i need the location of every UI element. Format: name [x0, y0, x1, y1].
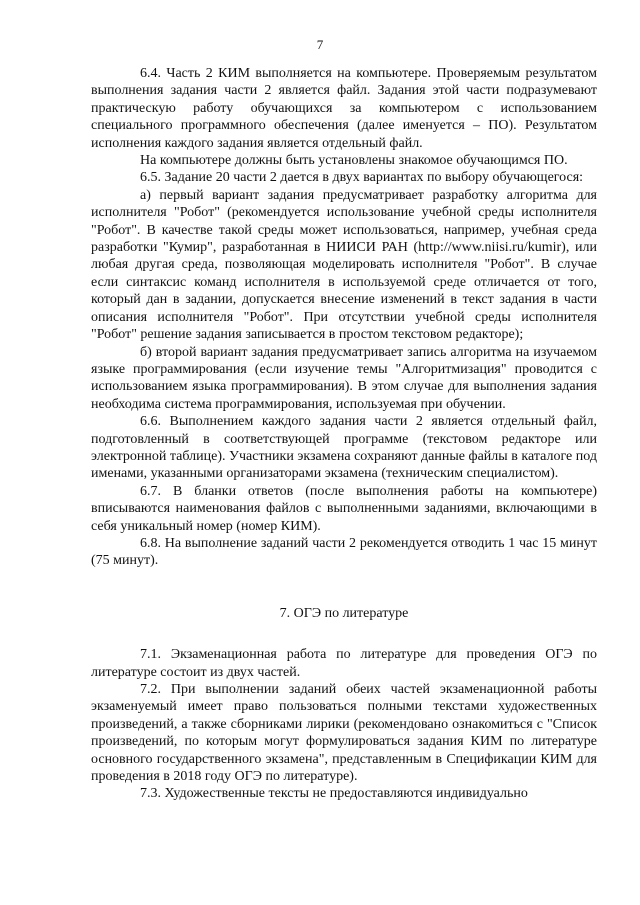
page-number: 7 — [316, 37, 324, 52]
paragraph: 7.1. Экзаменационная работа по литературе для проведения ОГЭ по литературе состоит из двух частей. — [91, 647, 597, 680]
paragraph: 6.8. На выполнение заданий части 2 рекомендуется отводить 1 час 15 минут (75 минут). — [91, 535, 597, 569]
paragraph: 6.6. Выполнением каждого задания части 2 является отдельный файл, подготовленный в соответствующей программе (текстовом редакторе или электронной таблице). Участники экзамена сохраняют данные файлы в каталоге под именами, указанными организаторами экзамена (техническим специалистом). — [91, 414, 597, 482]
paragraph: б) второй вариант задания предусматривает запись алгоритма на изучаемом языке программирования (если изучение темы "Алгоритмизация" проводится с использованием языка программирования). В этом случае для выполнения задания необходима система программирования, используемая при обучении. — [91, 344, 597, 412]
document-body — [91, 65, 597, 803]
paragraph: 6.4. Часть 2 КИМ выполняется на компьютере. Проверяемым результатом выполнения задания части 2 является файл. Задания этой части подразумевают практическую работу обучающихся за компьютером с использованием специального программного обеспечения (далее именуется – ПО). Результатом исполнения каждого задания является отдельный файл. — [91, 66, 597, 151]
section-heading: 7. ОГЭ по литературе — [279, 605, 409, 621]
paragraph: 7.3. Художественные тексты не предоставляются индивидуально — [140, 786, 528, 802]
paragraph: 6.5. Задание 20 части 2 дается в двух вариантах по выбору обучающегося: — [140, 170, 584, 186]
paragraph: На компьютере должны быть установлены знакомое обучающимся ПО. — [140, 153, 568, 169]
paragraph: а) первый вариант задания предусматривает разработку алгоритма для исполнителя "Робот" (рекомендуется использование учебной среды исполнителя "Робот". В качестве такой среды может использоваться, например, учебная среда разработки "Кумир", разработанная в НИИСИ РАН (http://www.niisi.ru/kumir), или любая другая среда, позволяющая моделировать исполнителя "Робот". В случае если синтаксис команд исполнителя в используемой среде отличается от того, который дан в задании, допускается внесение изменений в текст задания в части описания исполнителя "Робот". При отсутствии учебной среды исполнителя "Робот" решение задания записывается в простом текстовом редакторе); — [91, 187, 597, 343]
paragraph: 6.7. В бланки ответов (после выполнения работы на компьютере) вписываются наименования файлов с выполненными заданиями, включающими в себя уникальный номер (номер КИМ). — [91, 483, 597, 534]
paragraph: 7.2. При выполнении заданий обеих частей экзаменационной работы экзаменуемый имеет право пользоваться полными текстами художественных произведений, а также сборниками лирики (рекомендовано ознакомиться с "Список произведений, по которым могут формулироваться задания КИМ по литературе основного государственного экзамена", представленным в Спецификации КИМ для проведения в 2018 году ОГЭ по литературе). — [91, 682, 597, 785]
